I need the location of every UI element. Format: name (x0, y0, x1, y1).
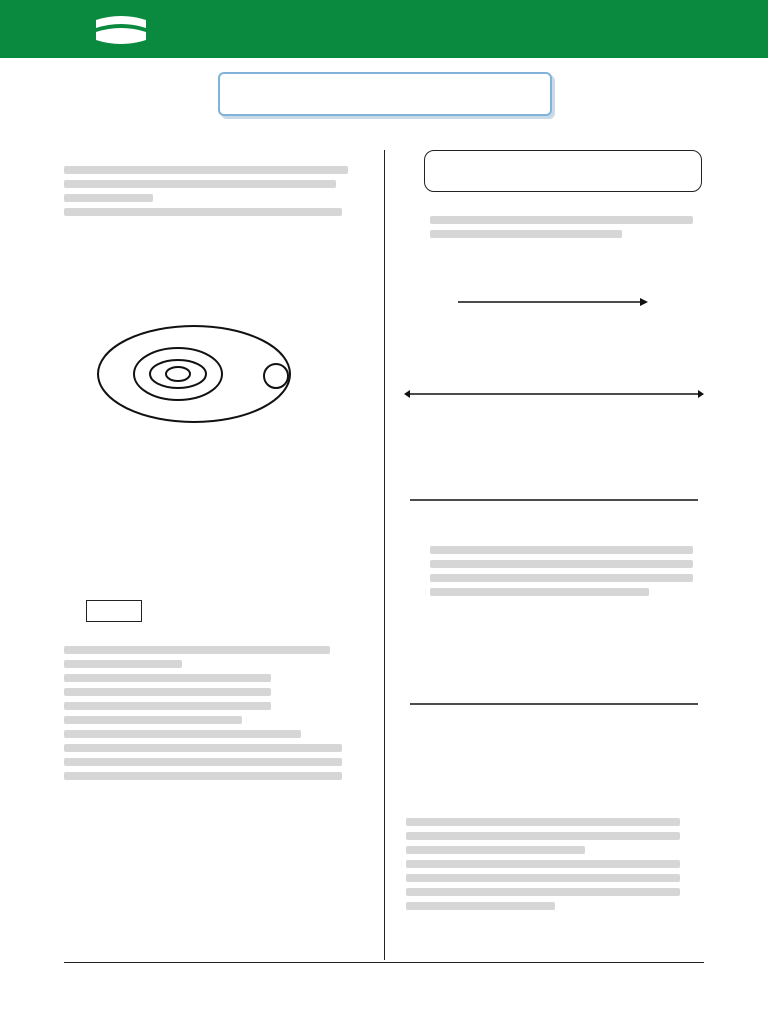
bullet-list (406, 812, 704, 916)
left-column (64, 160, 360, 222)
number-line-rationals (404, 490, 704, 510)
right-column (430, 210, 704, 244)
footer-rule (64, 962, 704, 963)
column-divider (384, 150, 385, 960)
irrationals-box (424, 150, 702, 192)
header-banner (0, 0, 768, 58)
motto-graphic (452, 14, 544, 44)
notes-box (86, 600, 142, 622)
right-column-text (430, 540, 704, 602)
school-logo-icon (92, 14, 150, 48)
page-title (218, 72, 552, 116)
number-line-reals (404, 694, 704, 714)
number-lines (404, 296, 704, 426)
notes-content (64, 640, 360, 786)
venn-diagram (94, 322, 324, 432)
